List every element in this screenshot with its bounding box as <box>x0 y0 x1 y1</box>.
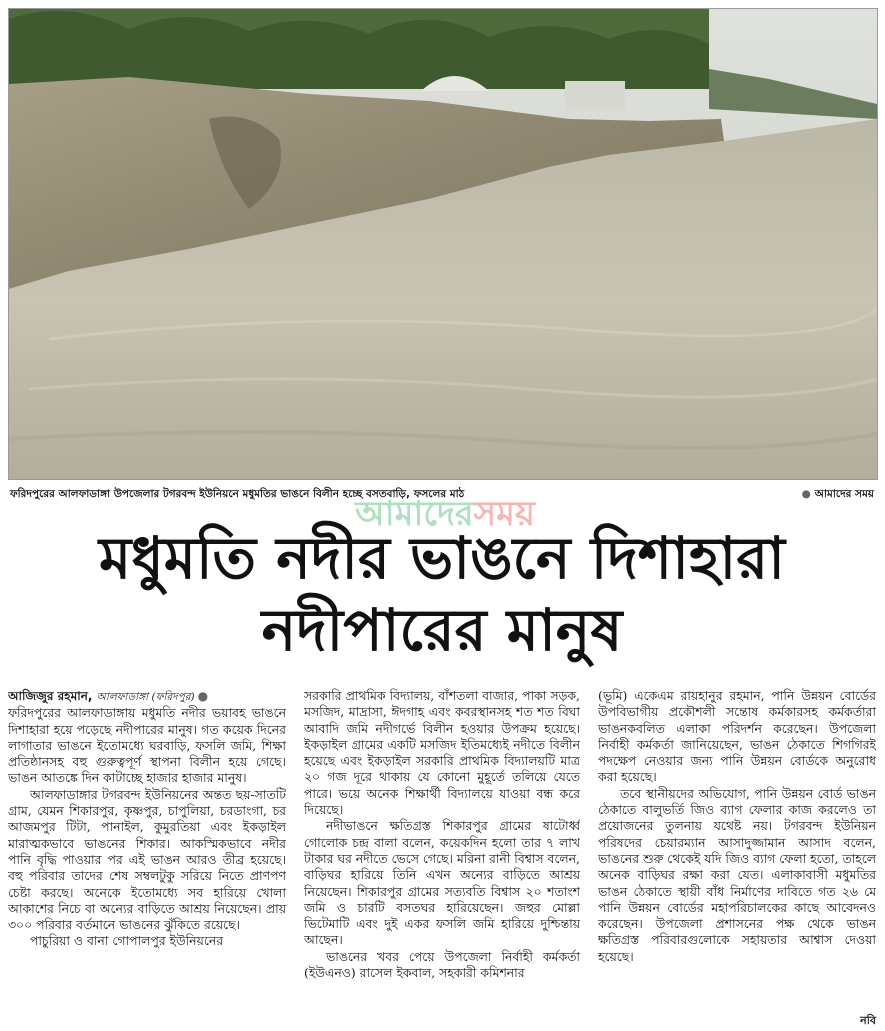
caption-text: ফরিদপুরের আলফাডাঙ্গা উপজেলার টগরবন্দ ইউনিয়নে মধুমতির ভাঙনে বিলীন হচ্ছে বসতবাড়ি, ফসলের মাঠ <box>10 488 465 500</box>
news-photo <box>8 8 878 480</box>
paragraph: ভাঙনের খবর পেয়ে উপজেলা নির্বাহী কর্মকর্তা (ইউএনও) রাসেল ইকবাল, সহকারী কমিশনার <box>304 948 580 981</box>
paragraph: ফরিদপুরের আলফাডাঙ্গায় মধুমতি নদীর ভয়াবহ ভাঙনে দিশাহারা হয়ে পড়েছে নদীপারের মানুষ। গত কয়েক দিনের লাগাতার ভাঙনে ইতোমধ্যে ঘরবাড়ি, ফসলি জমি, শিক্ষা প্রতিষ্ঠানসহ বহু গুরুত্বপূর্ণ স্থাপনা বিলীন হয়ে গেছে। ভাঙন আতঙ্কে দিন কাটাচ্ছে হাজার হাজার মানুষ। <box>8 705 286 786</box>
photo-credit-text: আমাদের সময় <box>814 488 874 500</box>
article-column-3 <box>598 688 876 1018</box>
headline-line-2: নদীপারের মানুষ <box>261 596 623 664</box>
paragraph: পাচুরিয়া ও বানা গোপালপুর ইউনিয়নের <box>30 933 224 949</box>
paragraph: আলফাডাঙ্গার টগরবন্দ ইউনিয়নের অন্তত ছয়-সাতটি গ্রাম, যেমন শিকারপুর, কৃষ্ণপুর, চাপুলিয়া, চরডাংগা, চর আজমপুর টিটা, পানাইল, কুমুরতিয়া এবং ইকড়াইল মারাত্মকভাবে ভাঙনের শিকার। আকস্মিকভাবে নদীর পানি বৃদ্ধি পাওয়ার পর এই ভাঙন আরও তীব্র হয়েছে। বহু পরিবার তাদের শেষ সম্বলটুকু সরিয়ে নিতে প্রাণপণ চেষ্টা করছে। অনেকে ইতোমধ্যে সব হারিয়ে খোলা আকাশের নিচে বা অন্যের বাড়িতে আশ্রয় নিয়েছেন। প্রায় ৩০০ পরিবার বর্তমানে ভাঙনের ঝুঁকিতে রয়েছে। <box>8 786 286 933</box>
paragraph: সরকারি প্রাথমিক বিদ্যালয়, বাঁশতলা বাজার, পাকা সড়ক, মসজিদ, মাদ্রাসা, ঈদগাহ এবং কবরস্থানসহ শত শত বিঘা আবাদি জমি নদীগর্ভে বিলীন হওয়ার উপক্রম হয়েছে। ইকড়াইল গ্রামের একটি মসজিদ ইতিমধ্যেই নদীতে বিলীন হয়েছে এবং ইকড়াইল সরকারি প্রাথমিক বিদ্যালয়টি মাত্র ২০ গজ দূরে থাকায় যে কোনো মুহূর্তে তলিয়ে যেতে পারে। ভয়ে অনেক শিক্ষার্থী বিদ্যালয়ে যাওয়া বন্ধ করে দিয়েছে। <box>304 688 580 818</box>
byline-author: আজিজুর রহমান, <box>8 689 93 703</box>
watermark-part-1: আমাদের <box>355 494 474 534</box>
riverbank-erosion-photo <box>9 9 877 479</box>
article-column-1 <box>8 688 286 1018</box>
watermark-part-2: সময় <box>473 494 535 534</box>
byline-location: আলফাডাঙ্গা (ফরিদপুর) <box>96 691 195 703</box>
bullet-icon: ● <box>801 488 811 500</box>
continuation-marker: নবি <box>860 1014 876 1027</box>
byline <box>8 688 286 705</box>
paragraph: নদীভাঙনে ক্ষতিগ্রস্ত শিকারপুর গ্রামের ষাটোর্ধ্ব গোলোক চন্দ্র বালা বলেন, কয়েকদিন হলো তার ৭ লাখ টাকার ঘর নদীতে ভেসে গেছে। মরিনা রানী বিশ্বাস বলেন, বাড়িঘর হারিয়ে তিনি এখন অন্যের বাড়িতে আশ্রয় নিয়েছেন। শিকারপুর গ্রামের সত্যবতি বিশ্বাস ২০ শতাংশ জমি ও চারটি বসতঘর হারিয়েছেন। জহুর মোল্লা ভিটেমাটি এবং দুই একর ফসলি জমি হারিয়ে দুশ্চিন্তায় আছেন। <box>304 818 580 948</box>
article-column-2 <box>304 688 580 1018</box>
paragraph: তবে স্থানীয়দের অভিযোগ, পানি উন্নয়ন বোর্ড ভাঙন ঠেকাতে বালুভর্তি জিও ব্যাগ ফেলার কাজ করলেও তা প্রয়োজনের তুলনায় যথেষ্ট নয়। টগরবন্দ ইউনিয়ন পরিষদের চেয়ারম্যান আসাদুজ্জামান আসাদ বলেন, ভাঙনের শুরু থেকেই যদি জিও ব্যাগ ফেলা হতো, তাহলে অনেক বাড়িঘর রক্ষা করা যেত। এলাকাবাসী মধুমতির ভাঙন ঠেকাতে স্থায়ী বাঁধ নির্মাণের দাবিতে গত ২৬ মে পানি উন্নয়ন বোর্ডের মহাপরিচালকের কাছে আবেদনও করেছেন। উপজেলা প্রশাসনের পক্ষ থেকে ভাঙন ক্ষতিগ্রস্ত পরিবারগুলোকে সহায়তার আশ্বাস দেওয়া হয়েছে। <box>598 785 876 964</box>
paragraph: (ভূমি) একেএম রায়হানুর রহমান, পানি উন্নয়ন বোর্ডের উপবিভাগীয় প্রকৌশলী সন্তোষ কর্মকারসহ কর্মকর্তারা ভাঙনকবলিত এলাকা পরিদর্শন করেছেন। উপজেলা নির্বাহী কর্মকর্তা জানিয়েছেন, ভাঙন ঠেকাতে শিগগিরই পদক্ষেপ নেওয়ার জন্য পানি উন্নয়ন বোর্ডকে অনুরোধ করা হয়েছে। <box>598 688 876 785</box>
bullet-icon: ● <box>197 689 209 703</box>
headline <box>8 522 876 672</box>
photo-credit <box>802 487 874 504</box>
headline-line-1: মধুমতি নদীর ভাঙনে দিশাহারা <box>99 524 785 592</box>
